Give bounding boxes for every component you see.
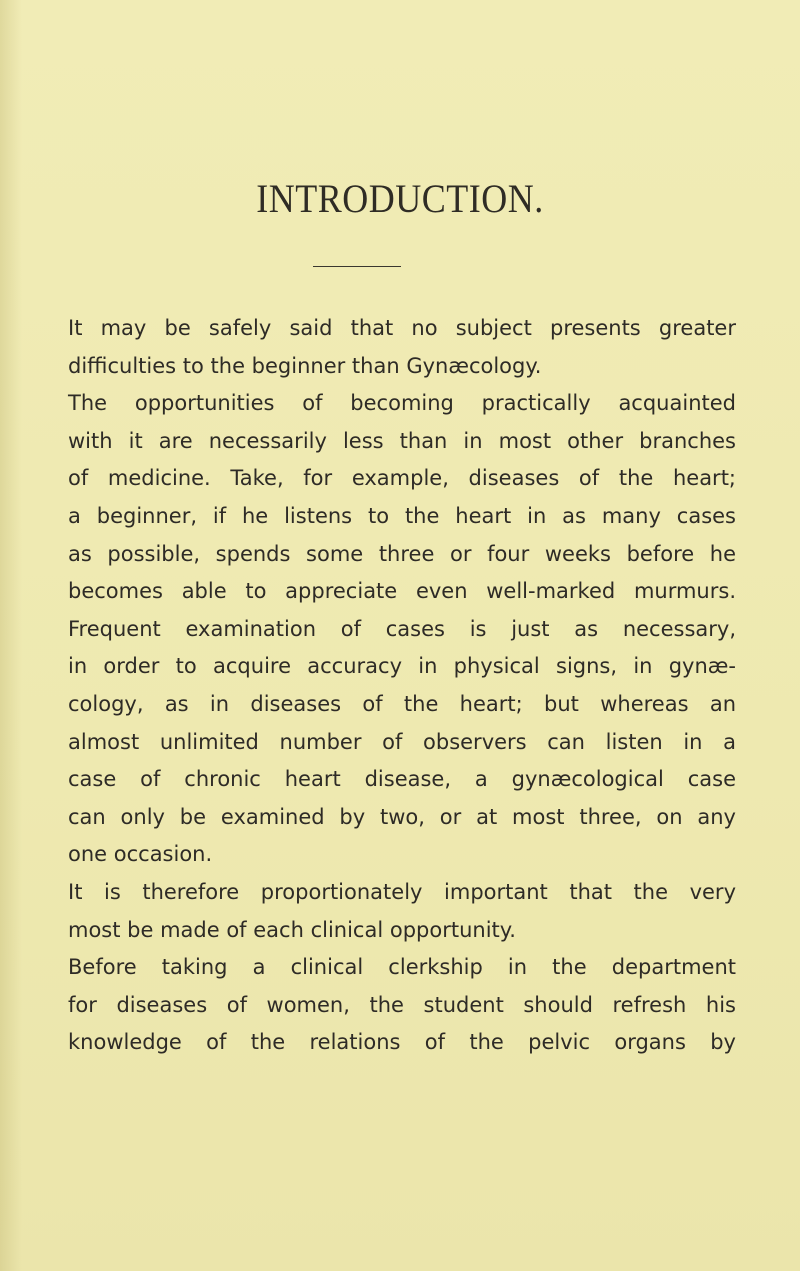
page-title: INTRODUCTION. xyxy=(256,176,544,221)
text-line: It may be safely said that no subject presents greater xyxy=(68,316,736,340)
text-line: difficulties to the beginner than Gynæcology. xyxy=(68,353,542,378)
text-line: Frequent examination of cases is just as necessary, xyxy=(68,616,736,641)
text-line: Before taking a clinical clerkship in the department xyxy=(68,955,736,980)
body-text xyxy=(68,310,736,1062)
text-line: most be made of each clinical opportunity. xyxy=(68,917,516,942)
text-line: case of chronic heart disease, a gynæcological case xyxy=(68,767,736,792)
text-line: one occasion. xyxy=(68,842,213,867)
text-line: becomes able to appreciate even well-marked murmurs. xyxy=(68,579,736,604)
text-line: knowledge of the relations of the pelvic organs by xyxy=(68,1030,736,1055)
text-line: The opportunities of becoming practically acquainted xyxy=(68,391,736,416)
text-line: It is therefore proportionately important that the very xyxy=(68,879,736,904)
text-line: with it are necessarily less than in most other branches xyxy=(68,428,736,453)
title-rule-divider xyxy=(313,266,401,267)
text-line: for diseases of women, the student should refresh his xyxy=(68,992,736,1017)
text-line: can only be examined by two, or at most three, on any xyxy=(68,804,736,829)
text-line: cology, as in diseases of the heart; but whereas an xyxy=(68,691,736,716)
text-line: of medicine. Take, for example, diseases of the heart; xyxy=(68,466,736,491)
text-line: in order to acquire accuracy in physical signs, in gynæ- xyxy=(68,654,736,679)
text-line: as possible, spends some three or four weeks before he xyxy=(68,541,736,566)
text-line: almost unlimited number of observers can listen in a xyxy=(68,729,736,754)
text-line: a beginner, if he listens to the heart in as many cases xyxy=(68,503,736,528)
